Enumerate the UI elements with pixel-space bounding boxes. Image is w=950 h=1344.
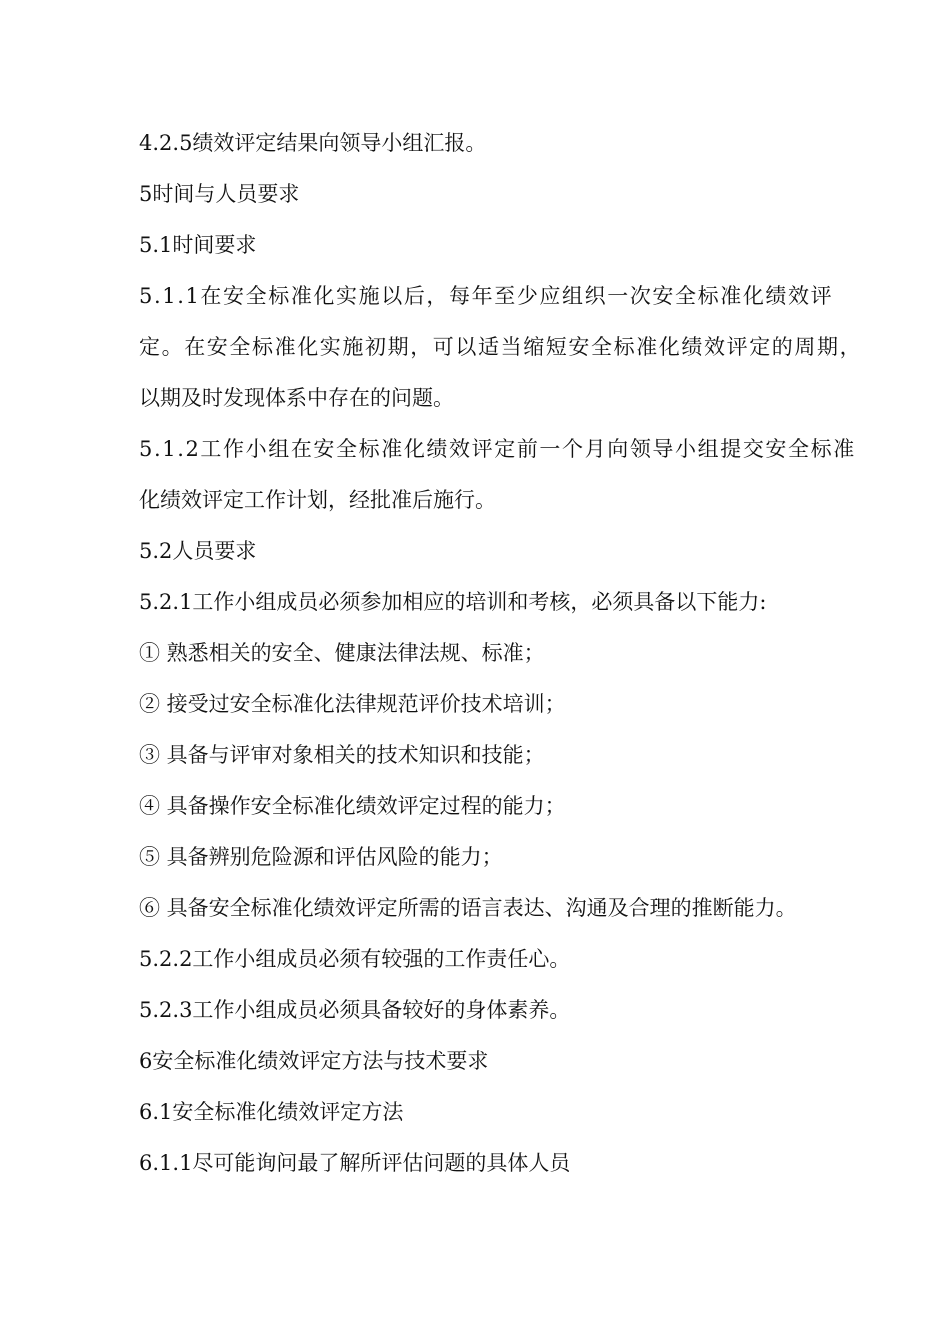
subsection-heading: 5.2人员要求 [139,539,257,563]
text-line: 5.2.3工作小组成员必须具备较好的身体素养。 [139,998,571,1022]
list-item: ⑥ 具备安全标准化绩效评定所需的语言表达、沟通及合理的推断能力。 [139,896,797,920]
text-line: 6.1.1尽可能询问最了解所评估问题的具体人员 [139,1151,571,1175]
text-line: 5.1.2工作小组在安全标准化绩效评定前一个月向领导小组提交安全标准 [139,437,856,461]
list-item: ⑤ 具备辨别危险源和评估风险的能力； [139,845,503,869]
document-body [139,118,863,1189]
text-line: 5.1.1在安全标准化实施以后，每年至少应组织一次安全标准化绩效评 [139,284,834,308]
section-heading: 5时间与人员要求 [139,182,300,206]
list-item: ① 熟悉相关的安全、健康法律法规、标准； [139,641,545,665]
text-line: 4.2.5绩效评定结果向领导小组汇报。 [139,131,487,155]
list-item: ③ 具备与评审对象相关的技术知识和技能； [139,743,545,767]
subsection-heading: 6.1安全标准化绩效评定方法 [139,1100,404,1124]
section-heading: 6安全标准化绩效评定方法与技术要求 [139,1049,489,1073]
list-item: ② 接受过安全标准化法律规范评价技术培训； [139,692,566,716]
text-line: 定。在安全标准化实施初期，可以适当缩短安全标准化绩效评定的周期， [139,335,863,359]
list-item: ④ 具备操作安全标准化绩效评定过程的能力； [139,794,566,818]
text-line: 5.2.1工作小组成员必须参加相应的培训和考核，必须具备以下能力: [139,590,767,614]
subsection-heading: 5.1时间要求 [139,233,257,257]
text-line: 化绩效评定工作计划，经批准后施行。 [139,488,496,512]
text-line: 以期及时发现体系中存在的问题。 [139,386,454,410]
text-line: 5.2.2工作小组成员必须有较强的工作责任心。 [139,947,571,971]
